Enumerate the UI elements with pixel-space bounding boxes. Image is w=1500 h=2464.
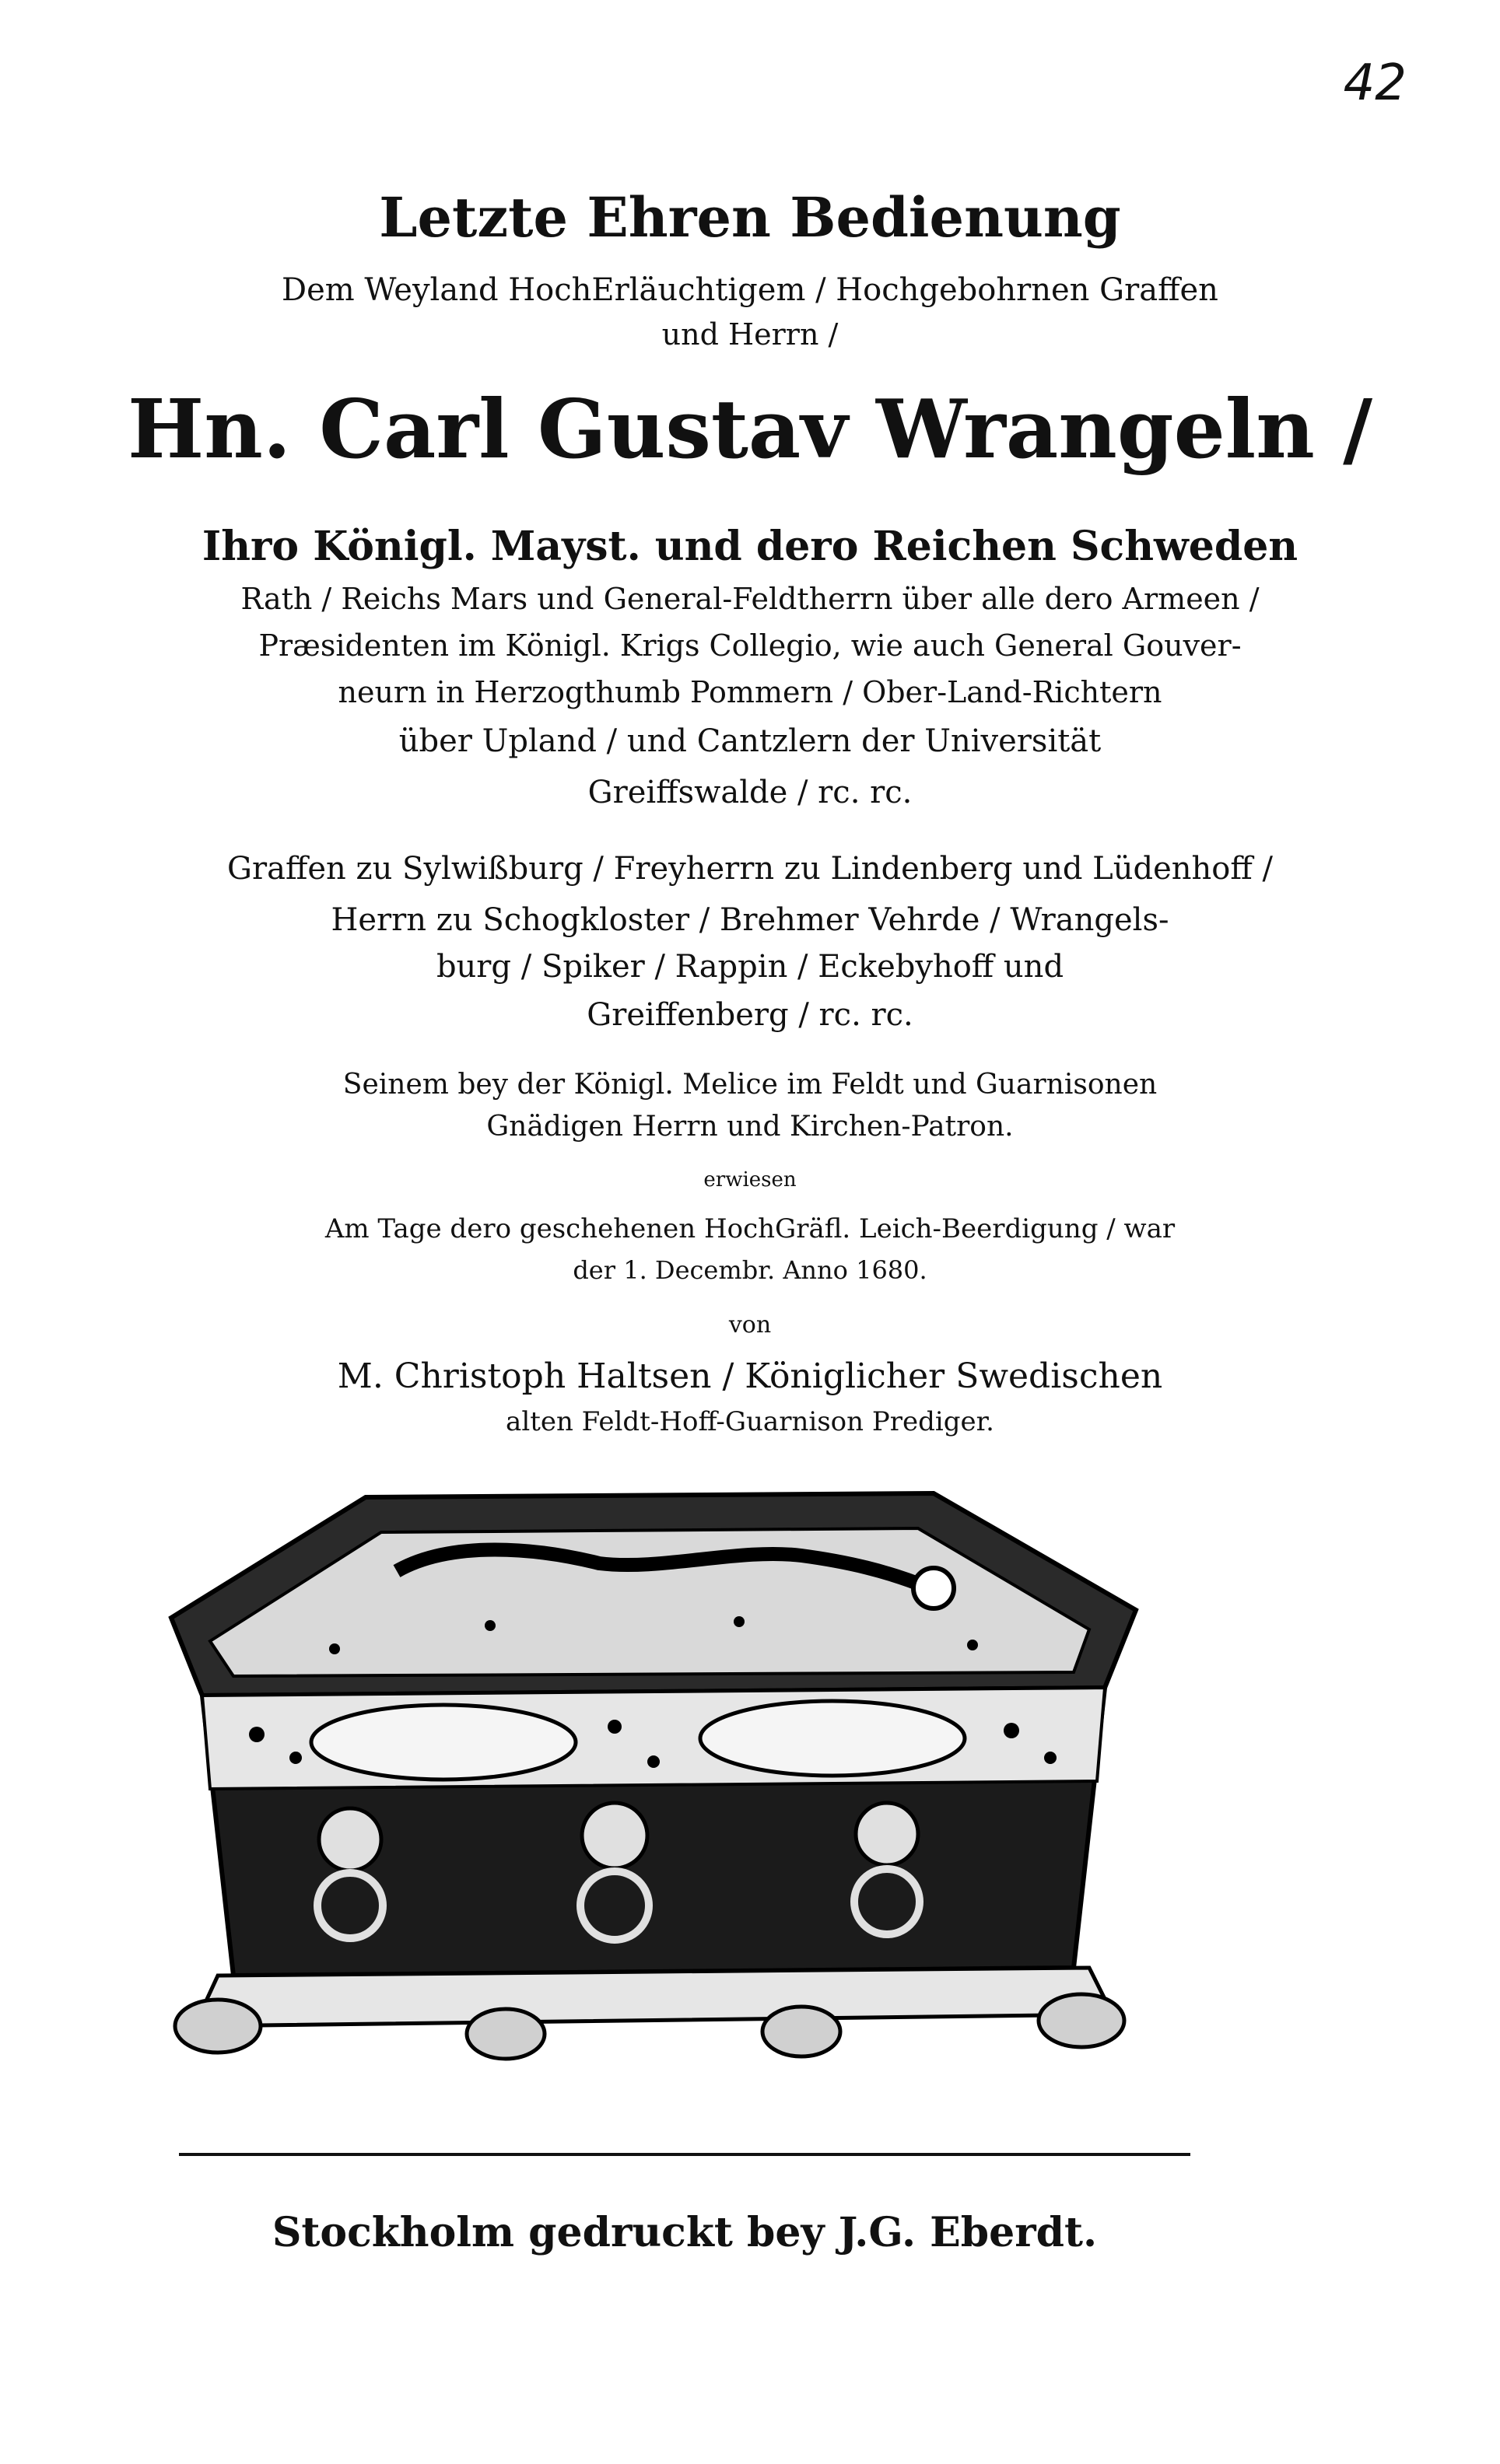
left-cartouche (311, 1705, 576, 1780)
horizontal-rule (179, 2153, 1190, 2156)
dedication-line-7: M. Christoph Haltsen / Königlicher Swedischen (337, 1356, 1163, 1396)
titles-line-6: Greiffswalde / rc. rc. (587, 775, 913, 810)
printer-imprint: Stockholm gedruckt bey J.G. Eberdt. (272, 2209, 1098, 2256)
titles-line-1: Ihro Königl. Mayst. und dero Reichen Schweden (202, 523, 1298, 570)
estates-line-2: Herrn zu Schogkloster / Brehmer Vehrde / Wrangels- (331, 902, 1169, 938)
handwritten-page-number: 42 (1343, 54, 1407, 112)
titles-line-2: Rath / Reichs Mars und General-Feldtherrn über alle dero Armeen / (240, 582, 1260, 616)
dedication-line-2: Gnädigen Herrn und Kirchen-Patron. (486, 1111, 1014, 1143)
honoree-name: Hn. Carl Gustav Wrangeln / (127, 381, 1373, 477)
dedication-line-5: der 1. Decembr. Anno 1680. (573, 1255, 927, 1285)
titles-line-4: neurn in Herzogthumb Pommern / Ober-Land-Richtern (338, 675, 1162, 709)
coffin-base (195, 1968, 1113, 2026)
coffin-woodcut-illustration (101, 1454, 1206, 2092)
estates-line-4: Greiffenberg / rc. rc. (587, 997, 913, 1033)
dedication-line-3: erwiesen (703, 1168, 797, 1192)
title-line-3: und Herrn / (661, 317, 839, 352)
estates-line-3: burg / Spiker / Rappin / Eckebyhoff und (436, 949, 1064, 985)
dedication-line-6: von (728, 1311, 772, 1339)
effigy-head (913, 1568, 954, 1608)
dedication-line-4: Am Tage dero geschehenen HochGräfl. Leich-Beerdigung / war (324, 1213, 1176, 1244)
estates-line-1: Graffen zu Sylwißburg / Freyherrn zu Lindenberg und Lüdenhoff / (227, 851, 1273, 887)
title-line-1: Letzte Ehren Bedienung (379, 185, 1121, 250)
right-cartouche (700, 1701, 965, 1776)
dedication-line-8: alten Feldt-Hoff-Guarnison Prediger. (506, 1406, 994, 1437)
titles-line-3: Præsidenten im Königl. Krigs Collegio, wie auch General Gouver- (258, 628, 1242, 663)
title-line-2: Dem Weyland HochErläuchtigem / Hochgebohrnen Graffen (282, 272, 1218, 308)
titles-line-5: über Upland / und Cantzlern der Universität (398, 723, 1102, 759)
dedication-line-1: Seinem bey der Königl. Melice im Feldt und Guarnisonen (342, 1069, 1158, 1101)
